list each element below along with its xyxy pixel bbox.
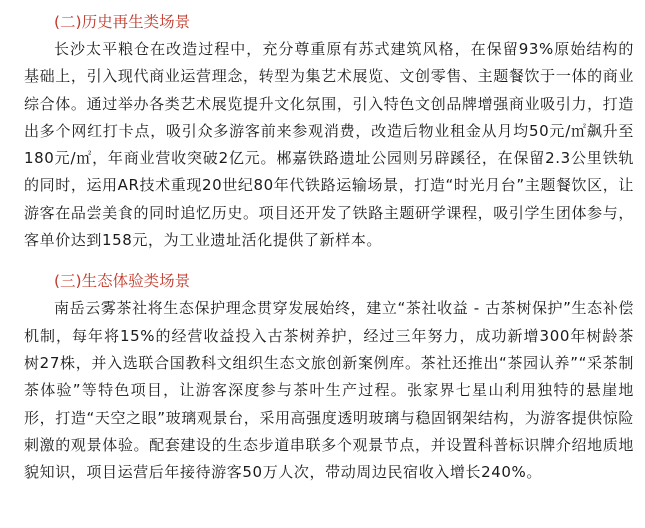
section-heading-ecological-experience: (三)生态体验类场景 (54, 272, 191, 291)
article-body (24, 0, 634, 486)
paragraph-historic-regeneration: 长沙太平粮仓在改造过程中，充分尊重原有苏式建筑风格，在保留93%原始结构的基础上，引入现代商业运营理念，转型为集艺术展览、文创零售、主题餐饮于一体的商业综合体。通过举办各类艺术展览提升文化氛围，引入特色文创品牌增强商业吸引力，打造出多个网红打卡点，吸引众多游客前来参观消费，改造后物业租金从月均50元/㎡飙升至180元/㎡，年商业营收突破2亿元。郴嘉铁路遗址公园则另辟蹊径，在保留2.3公里铁轨的同时，运用AR技术重现20世纪80年代铁路运输场景，打造“时光月台”主题餐饮区，让游客在品尝美食的同时追忆历史。项目还开发了铁路主题研学课程，吸引学生团体参与，客单价达到158元，为工业遗址活化提供了新样本。 (24, 40, 634, 250)
section-heading-historic-regeneration: (二)历史再生类场景 (54, 13, 191, 31)
paragraph-ecological-experience: 南岳云雾茶社将生态保护理念贯穿发展始终，建立“茶社收益 - 古茶树保护”生态补偿机制，每年将15%的经营收益投入古茶树养护，经过三年努力，成功新增300年树龄茶树27株，并入选联合国教科文组织生态文旅创新案例库。茶社还推出“茶园认养”“采茶制茶体验”等特色项目，让游客深度参与茶叶生产过程。张家界七星山利用独特的悬崖地形，打造“天空之眼”玻璃观景台，采用高强度透明玻璃与稳固钢架结构，为游客提供惊险刺激的观景体验。配套建设的生态步道串联多个观景节点，并设置科普标识牌介绍地质地貌知识，项目运营后年接待游客50万人次，带动周边民宿收入增长240%。 (24, 299, 634, 482)
